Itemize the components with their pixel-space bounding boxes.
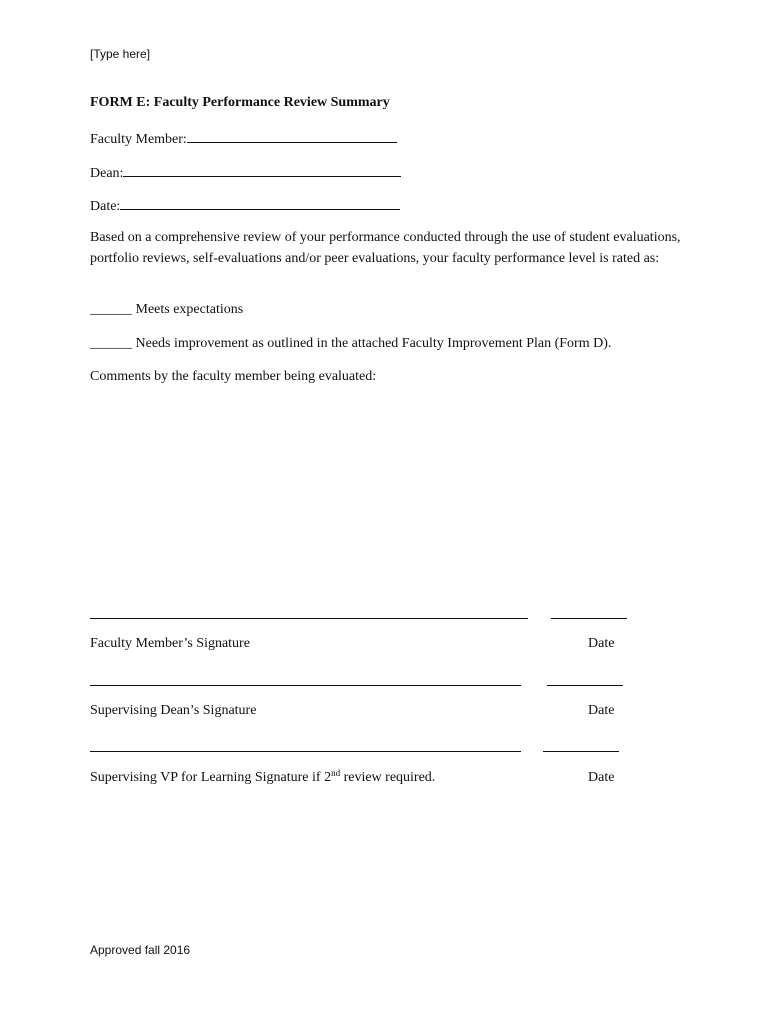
vp-label-after: review required.: [340, 770, 436, 785]
date-blank: [120, 195, 400, 210]
date-label: Date:: [90, 199, 121, 214]
vp-date-line: [543, 751, 619, 752]
dean-date-line: [547, 685, 623, 686]
dean-signature-line: [90, 685, 521, 686]
faculty-signature-label: Faculty Member’s Signature: [90, 636, 250, 651]
faculty-member-blank: [187, 128, 397, 143]
option-needs-improvement: [90, 336, 611, 352]
vp-label-before: Supervising VP for Learning Signature if 2: [90, 770, 332, 785]
dean-date-label: Date: [588, 703, 615, 718]
faculty-signature-line: [90, 618, 528, 619]
header-placeholder: [Type here]: [90, 47, 151, 61]
faculty-date-label: Date: [588, 636, 615, 651]
option-meets-blank: ______: [90, 302, 132, 317]
vp-label-superscript: nd: [331, 768, 341, 778]
dean-signature-label: Supervising Dean’s Signature: [90, 703, 257, 718]
vp-date-label: Date: [588, 770, 615, 785]
footer-approved: Approved fall 2016: [90, 943, 191, 957]
vp-signature-line: [90, 751, 521, 752]
dean-field: [90, 162, 401, 182]
option-meets-expectations: [90, 302, 243, 318]
faculty-member-field: [90, 128, 397, 148]
option-needs-label: Needs improvement as outlined in the attached Faculty Improvement Plan (Form D).: [135, 336, 612, 351]
option-needs-blank: ______: [90, 336, 132, 351]
form-title: FORM E: Faculty Performance Review Summary: [90, 95, 390, 110]
intro-paragraph: Based on a comprehensive review of your performance conducted through the use of student evaluations, portfolio reviews, self-evaluations and/or peer evaluations, your faculty performance level is rated as:: [90, 230, 681, 266]
dean-label: Dean:: [90, 166, 124, 181]
vp-signature-label: [90, 770, 435, 786]
comments-label: Comments by the faculty member being evaluated:: [90, 369, 377, 384]
option-meets-label: Meets expectations: [135, 302, 244, 317]
date-field: [90, 195, 400, 215]
dean-blank: [123, 162, 401, 177]
faculty-date-line: [551, 618, 627, 619]
faculty-member-label: Faculty Member:: [90, 132, 187, 147]
